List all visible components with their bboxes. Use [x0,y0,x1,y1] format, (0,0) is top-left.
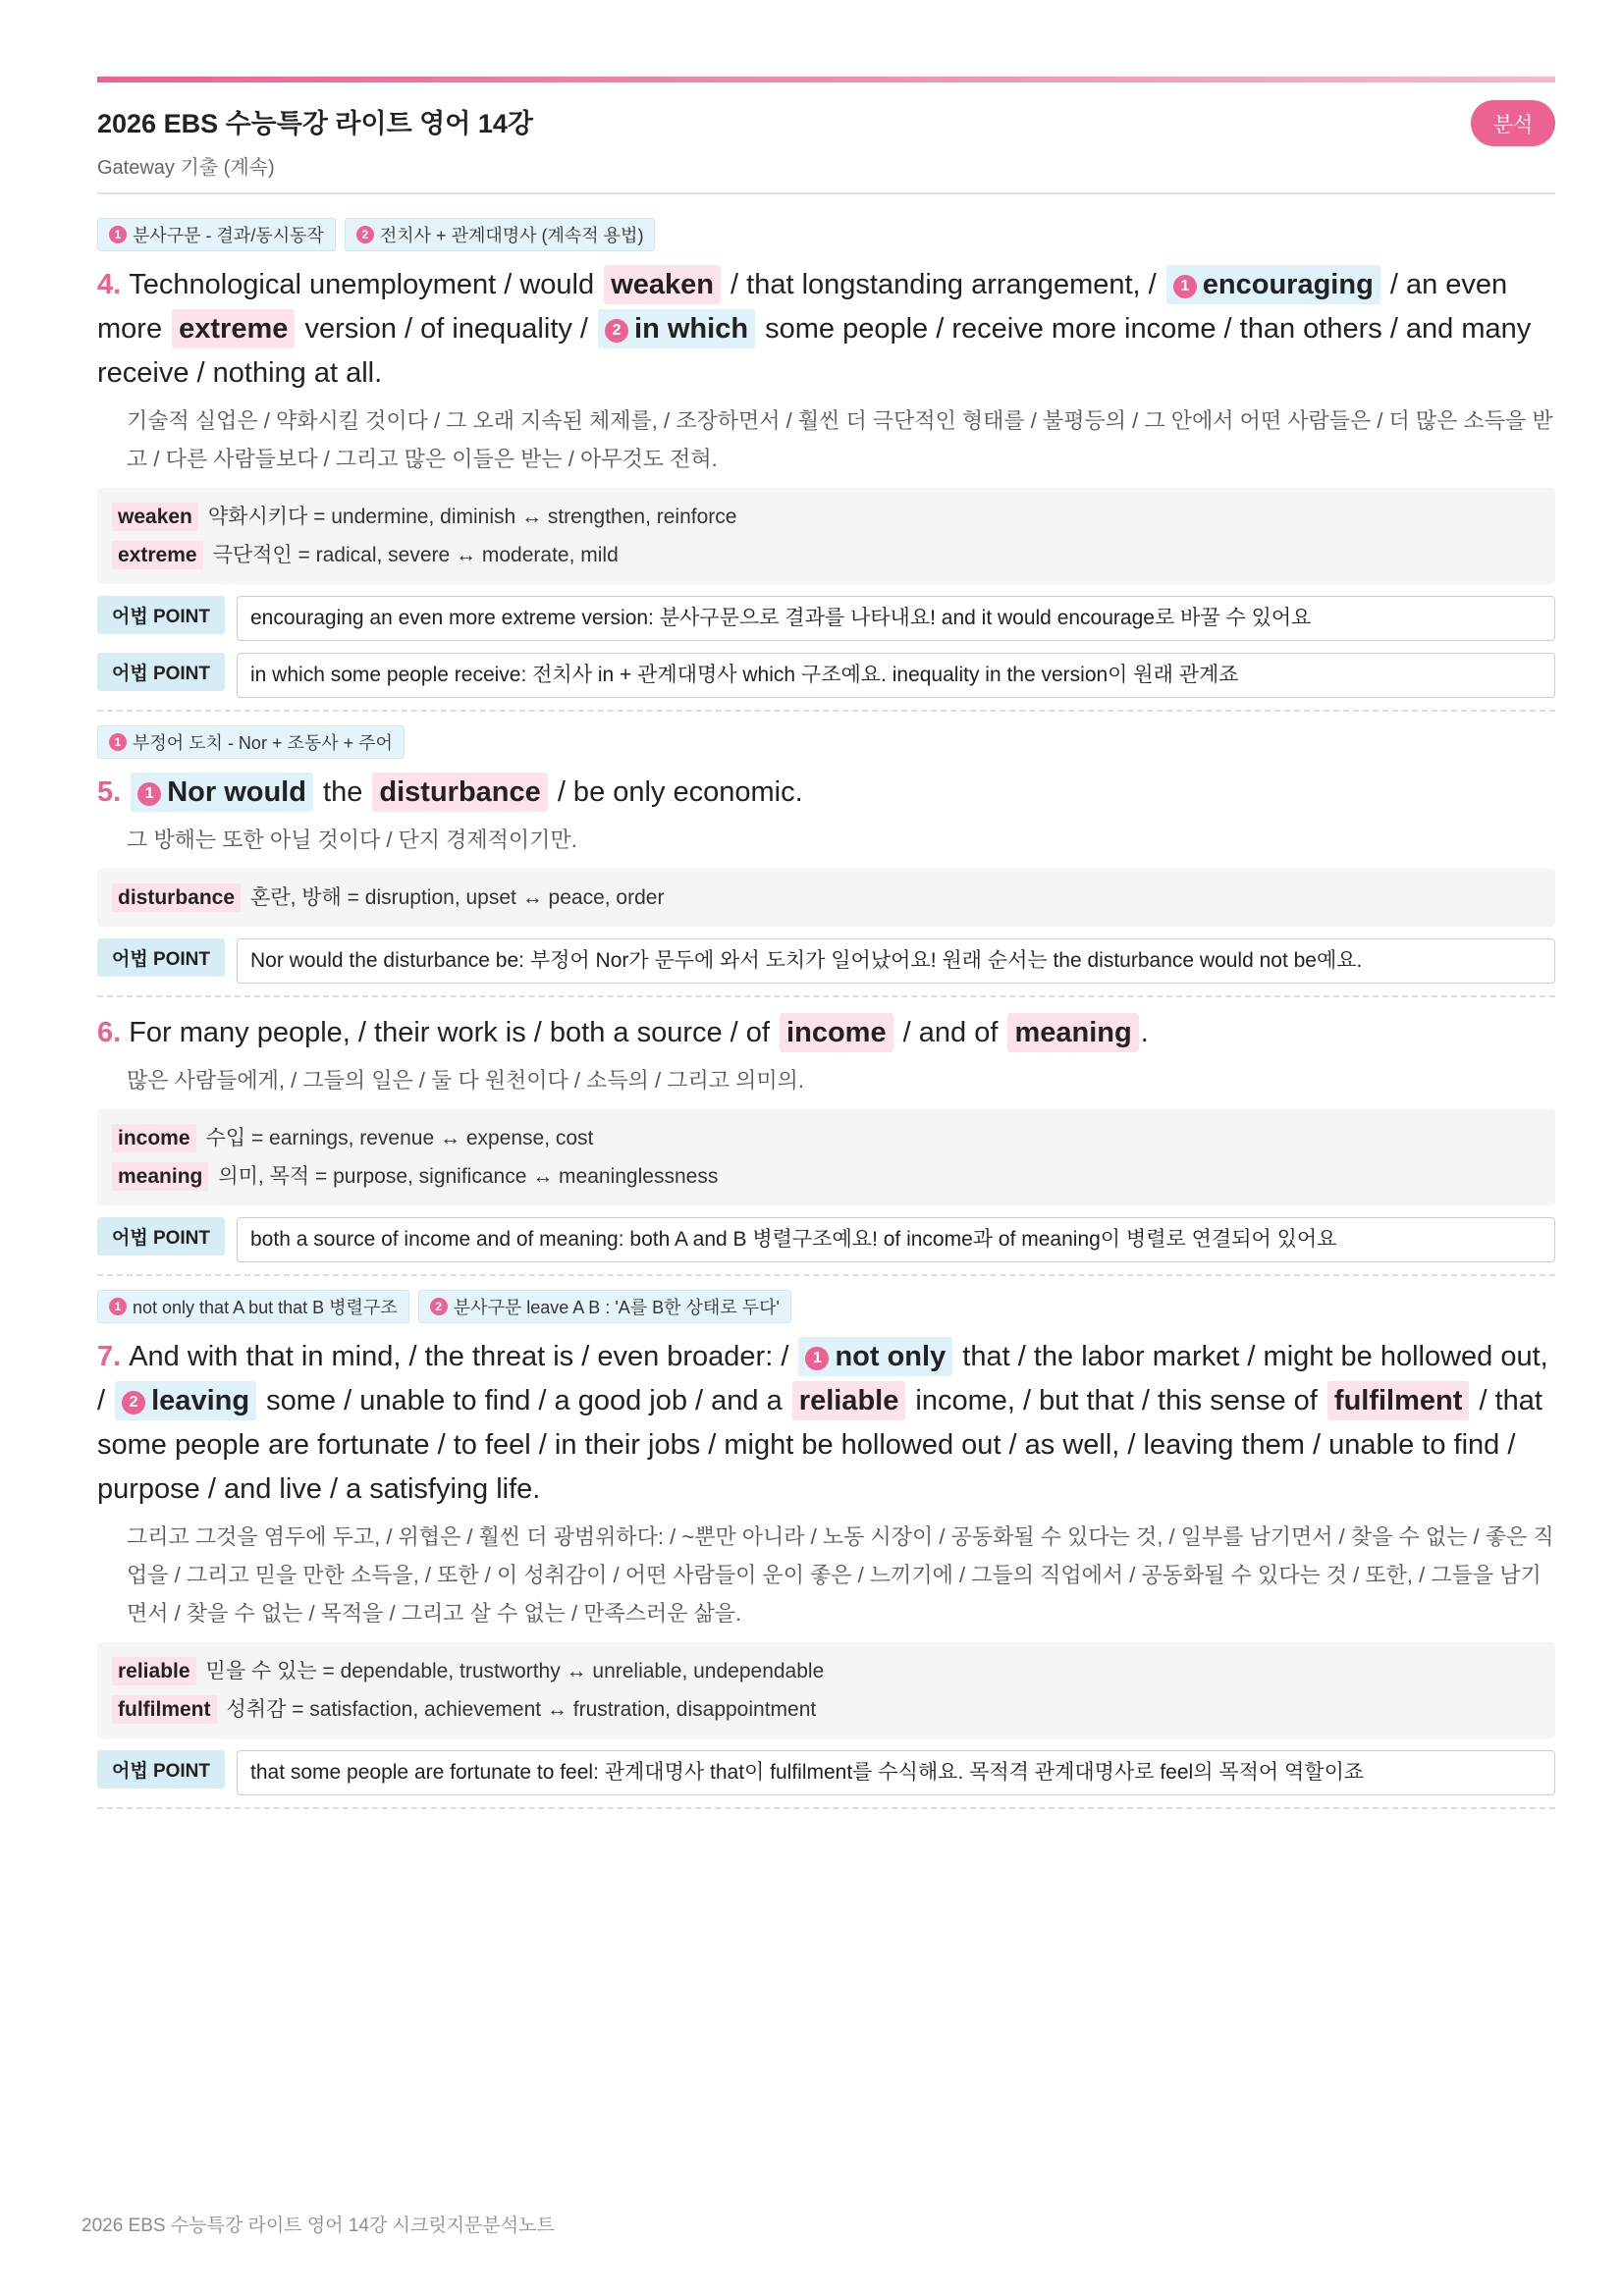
sentence-chunk: the [314,776,371,808]
sentence-chunk: / an even more [97,269,1508,345]
vocab-highlight: meaning [1007,1013,1138,1052]
number-marker: 1 [1173,275,1197,298]
sentence-block-6 [97,1011,1555,1276]
vocabulary-box [97,1642,1555,1738]
vocab-entry [112,498,1541,536]
grammar-point-label: 어법 POINT [97,938,225,977]
vocab-entry [112,1119,1541,1157]
sentence-chunk: some / unable to find / a good job / and a [258,1385,790,1416]
vocabulary-box [97,869,1555,927]
sentence-chunk: / be only economic. [549,776,803,808]
vocab-meaning: 약화시키다 = undermine, diminish ↔ strengthen, reinforce [207,506,737,528]
grammar-point-label: 어법 POINT [97,596,225,634]
vocab-entry [112,536,1541,574]
number-marker: 1 [137,782,161,806]
grammar-highlight [1166,265,1380,304]
grammar-point-label: 어법 POINT [97,1217,225,1255]
header-divider [97,192,1555,194]
grammar-tag [345,218,656,251]
grammar-tag-label: not only that A but that B 병렬구조 [133,1298,398,1317]
grammar-point-text: Nor would the disturbance be: 부정어 Nor가 문두에 와서 도치가 일어났어요! 원래 순서는 the disturbance would not be예요. [237,938,1555,984]
grammar-tag [97,725,405,759]
sentence-chunk: income, / but that / this sense of [907,1385,1325,1416]
grammar-tag [97,1290,409,1323]
korean-translation: 많은 사람들에게, / 그들의 일은 / 둘 다 원천이다 / 소득의 / 그리고 의미의. [127,1068,804,1093]
number-marker: 1 [109,226,127,243]
vocab-meaning: 극단적인 = radical, severe ↔ moderate, mild [212,544,619,566]
vocab-highlight: weaken [604,265,721,304]
vocab-entry [112,1690,1541,1729]
header-accent-line [97,77,1555,82]
page-footer: 2026 EBS 수능특강 라이트 영어 14강 시크릿지문분석노트 [81,2216,555,2236]
vocab-highlight: disturbance [372,773,547,812]
sentence-chunk: For many people, / their work is / both a source / of [129,1017,779,1048]
grammar-point [97,1750,1555,1795]
sentence-number: 5. [97,776,122,808]
vocab-highlight: income [780,1013,893,1052]
sentence-chunk: that / the labor market / might be hollowed out, / [97,1341,1548,1416]
section-divider [97,1274,1555,1276]
sentence-chunk: Technological unemployment / would [129,269,603,300]
grammar-tag-label: 분사구문 leave A B : 'A를 B한 상태로 두다' [453,1298,780,1317]
analysis-content [97,218,1555,1823]
grammar-point-text: in which some people receive: 전치사 in + 관계대명사 which 구조예요. inequality in the version이 원래 관계죠 [237,653,1555,698]
vocab-highlight: reliable [792,1381,906,1420]
grammar-point-label: 어법 POINT [97,653,225,691]
sentence-chunk: some people / receive more income / than others / and many receive / nothing at all. [97,313,1532,389]
grammar-point [97,653,1555,698]
grammar-phrase: Nor would [167,776,306,808]
vocab-highlight: fulfilment [1327,1381,1470,1420]
vocab-entry [112,879,1541,917]
grammar-tag-label: 분사구문 - 결과/동시동작 [133,226,324,245]
grammar-point-text: both a source of income and of meaning: both A and B 병렬구조예요! of income과 of meaning이 병렬로 연결되어 있어요 [237,1217,1555,1262]
english-sentence [97,1335,1555,1512]
number-marker: 1 [109,733,127,751]
sentence-block-4 [97,218,1555,712]
grammar-point [97,1217,1555,1262]
grammar-tag-label: 전치사 + 관계대명사 (계속적 용법) [379,226,644,245]
vocab-meaning: 수입 = earnings, revenue ↔ expense, cost [205,1127,594,1149]
vocab-meaning: 성취감 = satisfaction, achievement ↔ frustration, disappointment [226,1698,817,1721]
section-divider [97,1807,1555,1809]
vocab-word: meaning [112,1162,208,1191]
grammar-tag-row [97,1290,1555,1323]
grammar-highlight [598,309,755,348]
number-marker: 2 [605,319,628,343]
grammar-highlight [798,1337,952,1376]
sentence-number: 7. [97,1341,122,1372]
vocab-word: reliable [112,1657,196,1685]
section-divider [97,995,1555,997]
grammar-highlight [115,1381,256,1420]
grammar-tag-row [97,725,1555,759]
vocab-word: extreme [112,541,203,569]
english-sentence [97,263,1555,396]
sentence-number: 4. [97,269,122,300]
korean-translation: 그리고 그것을 염두에 두고, / 위협은 / 훨씬 더 광범위하다: / ~뿐만 아니라 / 노동 시장이 / 공동화될 수 있다는 것, / 일부를 남기면서 / 찾을 수 없는 / 좋은 직업을 / 그리고 믿을 만한 소득을, / 또한 / 이 성취감이 / 어떤 사람들이 운이 좋은 / 느끼기에 / 그들의 직업에서 / 공동화될 수 있다는 것 / 또한, / 그들을 남기면서 / 찾을 수 없는 / 목적을 / 그리고 살 수 없는 / 만족스러운 삶을. [127,1524,1554,1626]
vocab-entry [112,1157,1541,1196]
english-sentence [97,771,1555,815]
grammar-phrase: encouraging [1202,269,1374,300]
grammar-phrase: leaving [151,1385,250,1416]
number-marker: 1 [109,1298,127,1315]
grammar-point-label: 어법 POINT [97,1750,225,1789]
vocab-meaning: 믿을 수 있는 = dependable, trustworthy ↔ unreliable, undependable [205,1660,825,1682]
sentence-chunk: version / of inequality / [297,313,597,345]
vocabulary-box [97,488,1555,584]
number-marker: 2 [430,1298,448,1315]
sentence-number: 6. [97,1017,122,1048]
grammar-tag-row [97,218,1555,251]
korean-translation: 그 방해는 또한 아닐 것이다 / 단지 경제적이기만. [127,828,577,852]
vocab-meaning: 의미, 목적 = purpose, significance ↔ meaninglessness [218,1165,719,1188]
grammar-tag-label: 부정어 도치 - Nor + 조동사 + 주어 [133,733,393,753]
vocab-entry [112,1652,1541,1690]
vocab-word: weaken [112,503,198,531]
section-divider [97,710,1555,712]
number-marker: 2 [356,226,374,243]
grammar-phrase: in which [634,313,749,345]
grammar-point [97,596,1555,641]
sentence-block-7 [97,1290,1555,1809]
vocab-word: disturbance [112,883,241,912]
page-subtitle: Gateway 기출 (계속) [97,157,275,179]
grammar-point-text: that some people are fortunate to feel: 관계대명사 that이 fulfilment를 수식해요. 목적격 관계대명사로 feel의 목적어 역할이죠 [237,1750,1555,1795]
vocab-meaning: 혼란, 방해 = disruption, upset ↔ peace, order [250,886,665,909]
number-marker: 1 [805,1347,829,1370]
vocabulary-box [97,1109,1555,1205]
vocab-highlight: extreme [172,309,295,348]
grammar-tag [418,1290,791,1323]
number-marker: 2 [122,1391,145,1415]
korean-translation: 기술적 실업은 / 약화시킬 것이다 / 그 오래 지속된 체제를, / 조장하면서 / 훨씬 더 극단적인 형태를 / 불평등의 / 그 안에서 어떤 사람들은 / 더 많은 소득을 받고 / 다른 사람들보다 / 그리고 많은 이들은 받는 / 아무것도 전혀. [127,408,1553,471]
english-sentence [97,1011,1555,1055]
vocab-word: income [112,1124,196,1152]
sentence-chunk: / that some people are fortunate / to feel / in their jobs / might be hollowed out / as well, / leaving them / unable to find / purpose / and live / a satisfying life. [97,1385,1542,1505]
grammar-point [97,938,1555,984]
sentence-chunk: . [1140,1017,1149,1048]
sentence-chunk: / and of [894,1017,1006,1048]
analysis-badge: 분석 [1471,100,1555,146]
sentence-chunk: And with that in mind, / the threat is / even broader: / [129,1341,797,1372]
sentence-chunk: / that longstanding arrangement, / [722,269,1164,300]
vocab-word: fulfilment [112,1695,217,1724]
grammar-phrase: not only [835,1341,947,1372]
grammar-point-text: encouraging an even more extreme version: 분사구문으로 결과를 나타내요! and it would encourage로 바꿀 수 있어요 [237,596,1555,641]
grammar-tag [97,218,336,251]
page-title: 2026 EBS 수능특강 라이트 영어 14강 [97,109,533,138]
grammar-highlight [131,773,313,812]
sentence-block-5 [97,725,1555,997]
